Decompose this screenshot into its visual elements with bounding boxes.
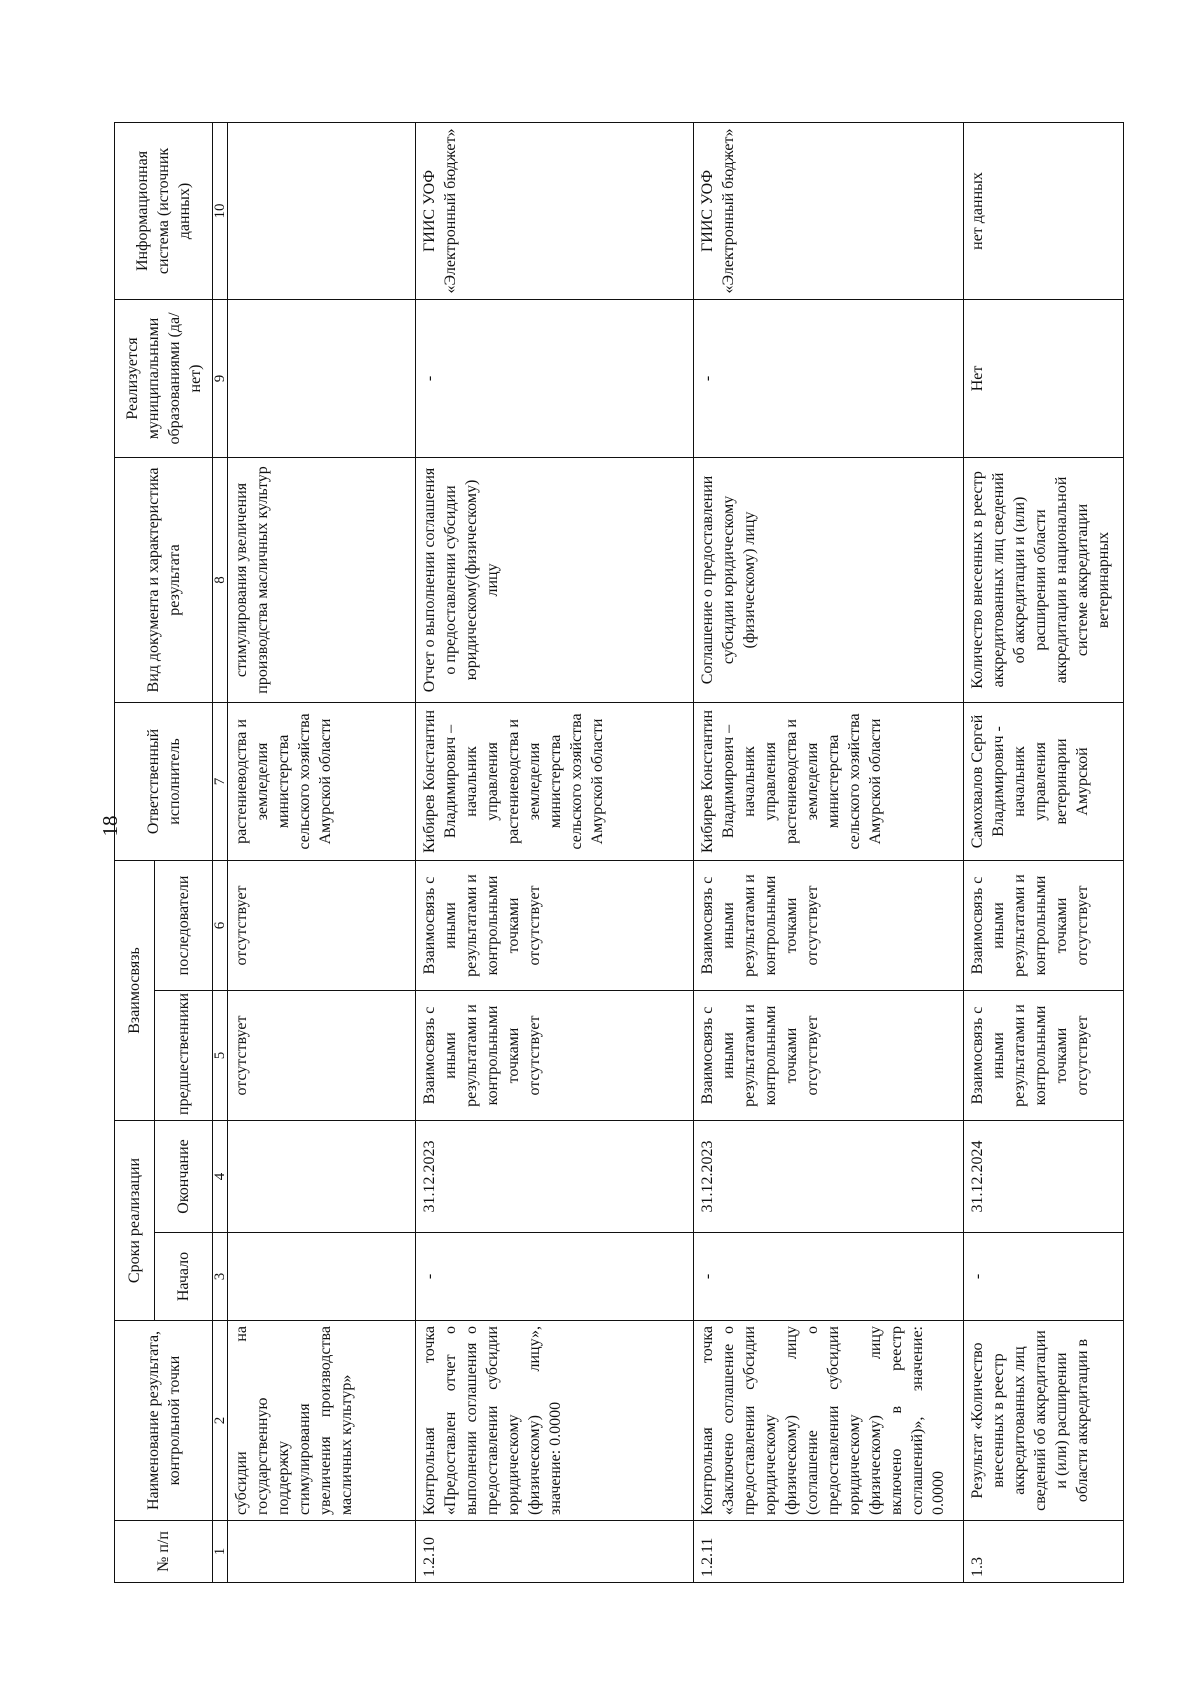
row-name: Контрольная точка «Заключено соглашение о предоставлении субсидии юридическому (физическому) лицу (соглашение о предоставлении субсидии юридическому (физическому) лицу включено в реестр соглашений)», значение: 0.0000 (694, 1321, 964, 1521)
row-successors: Взаимосвязь с иными результатами и контрольными точками отсутствует (964, 860, 1124, 990)
row-responsible: растениеводства и земледелия министерства сельского хозяйства Амурской области (228, 702, 416, 860)
row-num (228, 1521, 416, 1583)
col-number: 3 (213, 1233, 228, 1321)
header-end: Окончание (155, 1120, 213, 1232)
header-municipal: Реализуется муниципальными образованиями (да/нет) (115, 299, 213, 457)
row-predecessors: отсутствует (228, 990, 416, 1120)
header-successors: последователи (155, 860, 213, 990)
row-municipal: - (694, 299, 964, 457)
table-row (694, 122, 964, 1582)
col-number: 10 (213, 122, 228, 299)
header-terms: Сроки реализации (115, 1120, 155, 1320)
row-name: субсидии на государственную поддержку стимулирования увеличения производства масличных культур» (228, 1321, 416, 1521)
col-number: 5 (213, 990, 228, 1120)
col-number: 7 (213, 702, 228, 860)
row-doc: Количество внесенных в реестр аккредитованных лиц сведений об аккредитации и (или) расширении области аккредитации в национальной системе аккредитации ветеринарных (964, 457, 1124, 702)
row-successors: Взаимосвязь с иными результатами и контрольными точками отсутствует (694, 860, 964, 990)
col-number: 4 (213, 1120, 228, 1232)
row-municipal: - (416, 299, 694, 457)
row-predecessors: Взаимосвязь с иными результатами и контрольными точками отсутствует (694, 990, 964, 1120)
row-end: 31.12.2024 (964, 1120, 1124, 1232)
page-number: 18 (98, 815, 122, 837)
col-number: 9 (213, 299, 228, 457)
row-num: 1.2.10 (416, 1521, 694, 1583)
col-number: 1 (213, 1521, 228, 1583)
row-num: 1.2.11 (694, 1521, 964, 1583)
header-name: Наименование результата, контрольной точки (115, 1321, 213, 1521)
rotated-table-wrapper (114, 123, 1124, 1583)
row-doc: Соглашение о предоставлении субсидии юридическому (физическому) лицу (694, 457, 964, 702)
row-start: - (964, 1233, 1124, 1321)
row-predecessors: Взаимосвязь с иными результатами и контрольными точками отсутствует (416, 990, 694, 1120)
row-name: Результат «Количество внесенных в реестр аккредитованных лиц сведений об аккредитации и (или) расширении области аккредитации в (964, 1321, 1124, 1521)
row-successors: отсутствует (228, 860, 416, 990)
col-number: 2 (213, 1321, 228, 1521)
header-num: № п/п (115, 1521, 213, 1583)
header-relation: Взаимосвязь (115, 860, 155, 1120)
row-start (228, 1233, 416, 1321)
row-successors: Взаимосвязь с иными результатами и контрольными точками отсутствует (416, 860, 694, 990)
row-doc: Отчет о выполнении соглашения о предоставлении субсидии юридическому(физическому) лицу (416, 457, 694, 702)
header-row-1 (115, 122, 155, 1582)
row-num: 1.3 (964, 1521, 1124, 1583)
table-row (228, 122, 416, 1582)
row-municipal: Нет (964, 299, 1124, 457)
col-number: 8 (213, 457, 228, 702)
row-end: 31.12.2023 (694, 1120, 964, 1232)
row-infosys: нет данных (964, 122, 1124, 299)
table-row (416, 122, 694, 1582)
row-end (228, 1120, 416, 1232)
header-predecessors: предшественники (155, 990, 213, 1120)
row-predecessors: Взаимосвязь с иными результатами и контрольными точками отсутствует (964, 990, 1124, 1120)
row-infosys (228, 122, 416, 299)
row-infosys: ГИИС УОФ «Электронный бюджет» (416, 122, 694, 299)
row-responsible: Кибирев Константин Владимирович – начальник управления растениеводства и земледелия министерства сельского хозяйства Амурской области (694, 702, 964, 860)
row-start: - (694, 1233, 964, 1321)
table-row (964, 122, 1124, 1582)
results-table (114, 122, 1124, 1583)
header-start: Начало (155, 1233, 213, 1321)
row-name: Контрольная точка «Предоставлен отчет о выполнении соглашения о предоставлении субсидии юридическому (физическому) лицу», значение: 0.0000 (416, 1321, 694, 1521)
header-responsible: Ответственный исполнитель (115, 702, 213, 860)
row-end: 31.12.2023 (416, 1120, 694, 1232)
row-responsible: Кибирев Константин Владимирович – начальник управления растениеводства и земледелия министерства сельского хозяйства Амурской области (416, 702, 694, 860)
header-infosys: Информационная система (источник данных) (115, 122, 213, 299)
column-numbers-row (213, 122, 228, 1582)
row-municipal (228, 299, 416, 457)
row-responsible: Самохвалов Сергей Владимирович - начальник управления ветеринарии Амурской (964, 702, 1124, 860)
col-number: 6 (213, 860, 228, 990)
header-doc: Вид документа и характеристика результата (115, 457, 213, 702)
row-start: - (416, 1233, 694, 1321)
row-doc: стимулирования увеличения производства масличных культур (228, 457, 416, 702)
row-infosys: ГИИС УОФ «Электронный бюджет» (694, 122, 964, 299)
